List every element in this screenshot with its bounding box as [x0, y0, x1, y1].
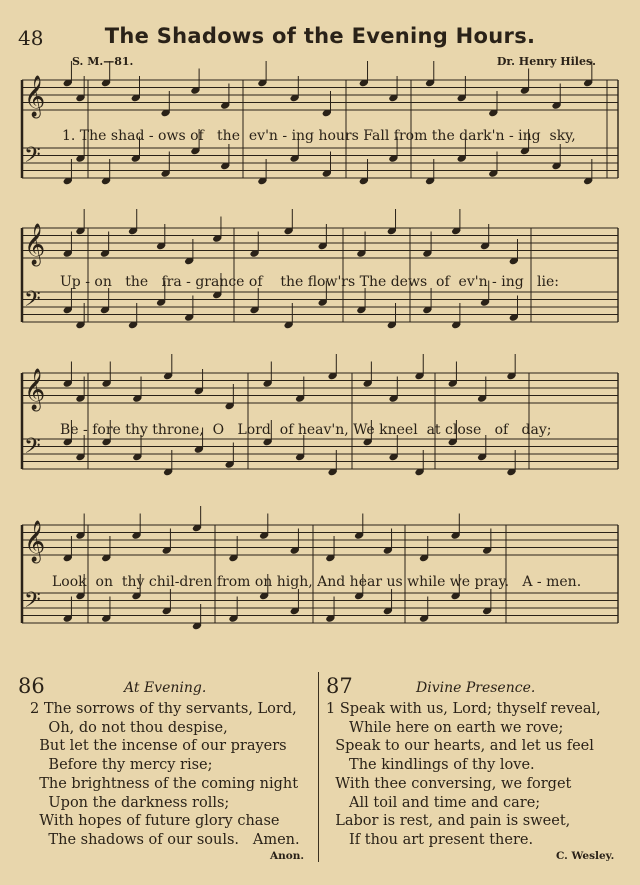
lyric-line: Look on thy chil-dren from on high, And hear us while we pray. A - men. [52, 574, 582, 590]
treble-clef: 𝄞 [24, 521, 46, 562]
verse-divine-presence [326, 700, 601, 850]
verse-line: Before thy mercy rise; [30, 757, 213, 774]
verse-line: Speak to our hearts, and let us feel [326, 738, 594, 755]
verse-line: The brightness of the coming night [30, 775, 299, 792]
verse-line: Upon the darkness rolls; [30, 794, 230, 811]
verse-line: If thou art present there. [326, 831, 534, 848]
verse-line: 1 Speak with us, Lord; thyself reveal, [326, 701, 601, 717]
verse-at-evening [30, 700, 300, 850]
author-credit: C. Wesley. [556, 850, 615, 862]
verse-line: Labor is rest, and pain is sweet, [326, 813, 571, 830]
hymn-number: 86 [18, 674, 45, 698]
hymn-title: The Shadows of the Evening Hours. [104, 24, 536, 48]
treble-clef: 𝄞 [24, 369, 46, 410]
lyric-line: Be - fore thy throne, O Lord of heav'n, We kneel at close of day; [60, 422, 552, 438]
treble-clef: 𝄞 [24, 76, 46, 117]
hymn-title-divine-presence: Divine Presence. [416, 680, 536, 696]
verse-line: The shadows of our souls. Amen. [30, 831, 300, 848]
meter-label: S. M.—81. [72, 55, 134, 68]
verse-line: With hopes of future glory chase [30, 813, 280, 830]
treble-clef: 𝄞 [24, 224, 46, 265]
hymn-title-at-evening: At Evening. [124, 680, 207, 696]
verse-line: All toil and time and care; [326, 794, 541, 811]
verse-line: But let the incense of our prayers [30, 738, 287, 755]
bass-clef: 𝄢 [24, 434, 41, 464]
column-divider [318, 672, 319, 862]
page-number: 48 [18, 26, 44, 50]
author-credit: Anon. [270, 850, 305, 862]
lyric-line: Up - on the fra - grance of the flow'rs The dews of ev'n - ing lie: [60, 274, 559, 290]
verse-line: The kindlings of thy love. [326, 757, 535, 774]
bass-clef: 𝄢 [24, 588, 41, 618]
verse-line: With thee conversing, we forget [326, 775, 572, 792]
verse-line: Oh, do not thou despise, [30, 719, 228, 736]
bass-clef: 𝄢 [24, 287, 41, 317]
composer-credit: Dr. Henry Hiles. [496, 55, 596, 68]
bass-clef: 𝄢 [24, 143, 41, 173]
verse-line: While here on earth we rove; [326, 719, 564, 736]
lyric-line: 1. The shad - ows of the ev'n - ing hours Fall from the dark'n - ing sky, [62, 128, 576, 144]
verse-line: 2 The sorrows of thy servants, Lord, [30, 701, 297, 717]
hymn-number: 87 [326, 674, 353, 698]
